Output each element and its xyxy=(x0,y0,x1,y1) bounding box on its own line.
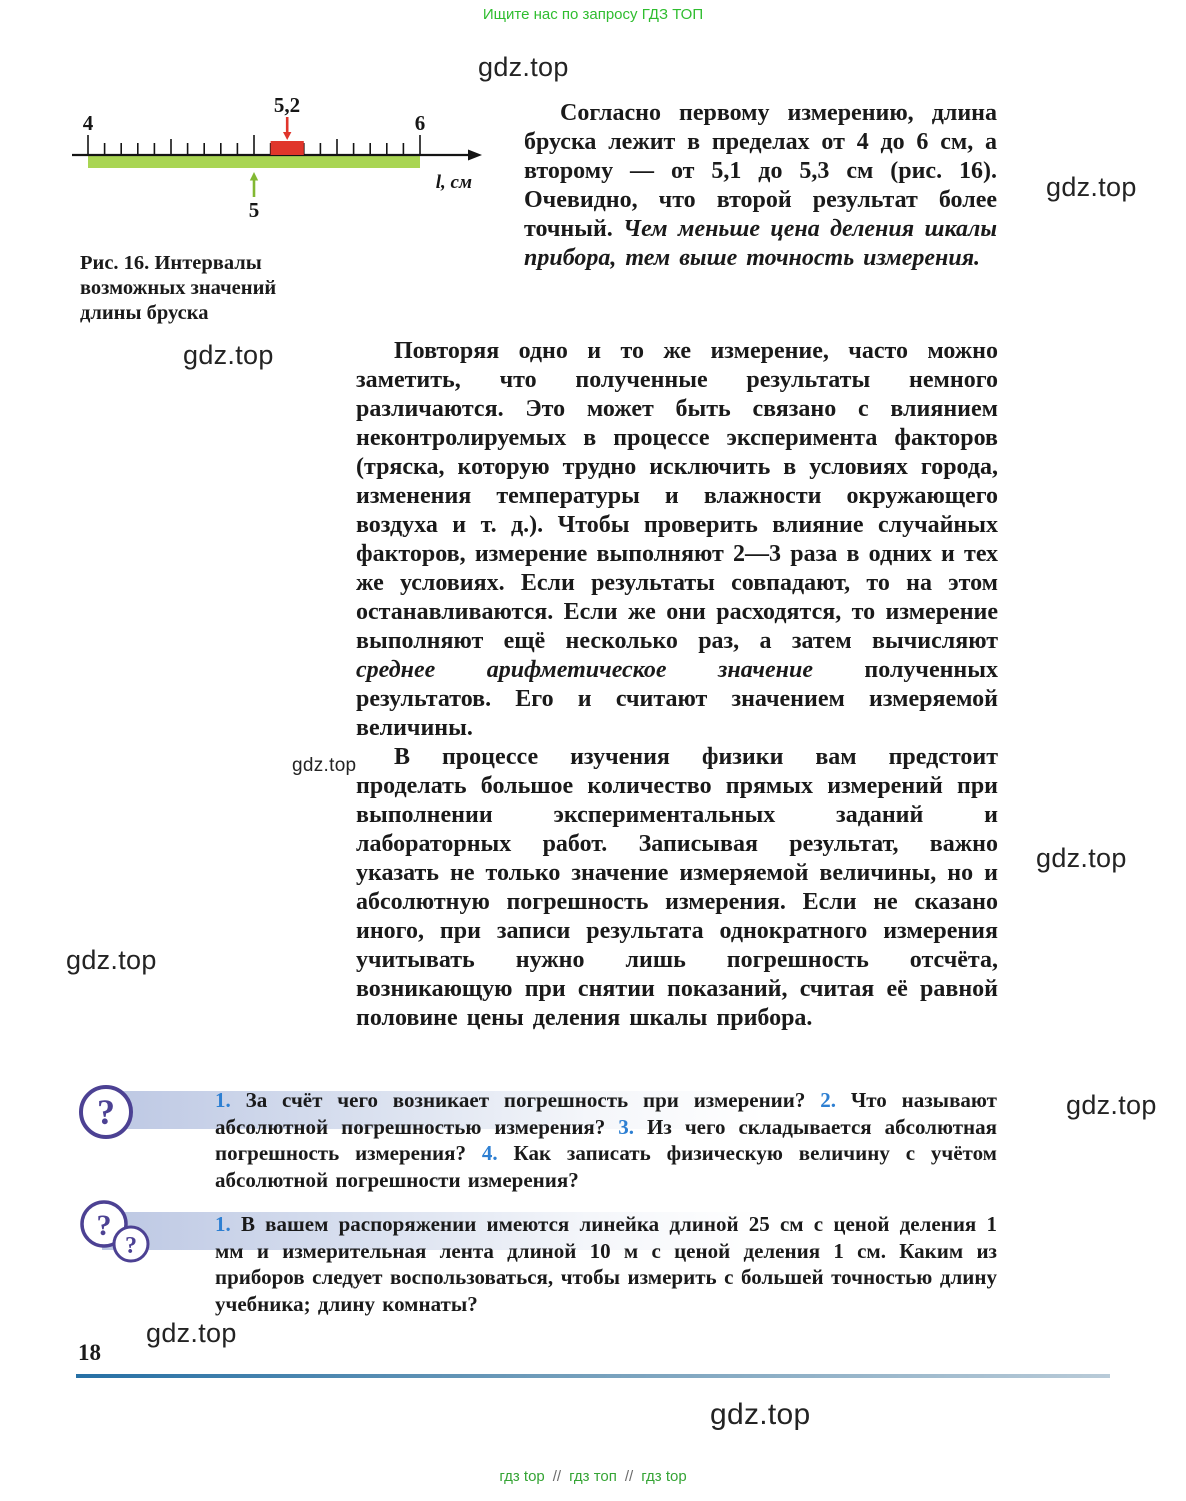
page-number: 18 xyxy=(78,1340,101,1365)
promo-banner: Ищите нас по запросу ГДЗ ТОП xyxy=(482,6,704,23)
footer-link[interactable]: гдз топ xyxy=(569,1468,617,1485)
footer-separator: // xyxy=(624,1468,634,1485)
footer-link[interactable]: гдз top xyxy=(641,1468,687,1485)
interval-marker xyxy=(271,141,304,155)
watermark: gdz.top xyxy=(1066,1090,1157,1120)
exercise-number: 1. xyxy=(215,1212,231,1236)
question-text: Как записать физическую величину с учётом абсолютной погрешности измерения? xyxy=(215,1141,997,1192)
question-icon xyxy=(76,1082,138,1149)
paragraph-intro xyxy=(524,99,997,273)
figure-ruler xyxy=(68,93,483,233)
paragraph-repeat-part2: полученных результатов. Его и считают значением измеряемой величины. xyxy=(356,657,998,741)
question-number: 1. xyxy=(215,1088,231,1112)
paragraph-repeat-measurement xyxy=(356,337,998,743)
question-text: Что называют абсолютной погрешностью измерения? xyxy=(215,1088,998,1139)
questions-block xyxy=(76,1084,998,1202)
question-number: 2. xyxy=(820,1088,836,1112)
label-4: 4 xyxy=(82,111,94,135)
paragraph-process xyxy=(356,743,998,1033)
watermark: gdz.top xyxy=(1036,843,1127,873)
watermark: gdz.top xyxy=(183,340,274,370)
page-rule xyxy=(76,1374,1110,1378)
double-question-icon xyxy=(76,1198,158,1273)
watermark: gdz.top xyxy=(478,52,569,82)
questions-text xyxy=(215,1087,997,1193)
question-number: 3. xyxy=(618,1114,635,1139)
watermark: gdz.top xyxy=(710,1398,811,1431)
paragraph-repeat-part1: Повторяя одно и то же измерение, часто можно заметить, что полученные результаты немного различаются. Это может быть связано с влиянием неконтролируемых в процессе эксперимента факторов (тряска, которую трудно исключить в условиях города, изменения температуры и влажности окружающего воздуха и т. д.). Чтобы проверить влияние случайных факторов, измерение выполняют 2—3 раза в одних и тех же условиях. Если результаты совпадают, то на этом останавливаются. Если же они расходятся, то измерение выполняют ещё несколько раз, а затем вычисляют xyxy=(356,338,998,654)
axis-arrowhead xyxy=(468,150,482,161)
exercises-text xyxy=(215,1211,997,1317)
question-text: Из чего складывается абсолютная погрешность измерения? xyxy=(215,1114,997,1165)
figure-caption-text: Интервалы возможных значений длины бруска xyxy=(80,252,277,324)
marker-arrowhead xyxy=(283,132,291,140)
label-5-2: 5,2 xyxy=(273,93,301,117)
label-5: 5 xyxy=(248,198,260,222)
question-mark-glyph: ? xyxy=(125,1233,137,1259)
measure-band xyxy=(88,156,420,168)
paragraph-intro-text: Согласно первому измерению, длина бруска лежит в пределах от 4 до 6 см, а второму — от 5,1 до 5,3 см (рис. 16). Очевидно, что второй результат более точный. xyxy=(524,100,997,242)
exercises-block xyxy=(76,1198,998,1316)
question-mark-glyph: ? xyxy=(97,1092,115,1132)
axis-label: l, см xyxy=(435,172,472,193)
green-arrowhead xyxy=(250,172,258,181)
figure-caption xyxy=(80,251,325,326)
footer-links xyxy=(0,1468,1186,1485)
body-text xyxy=(356,337,998,1033)
label-6: 6 xyxy=(414,111,426,135)
paragraph-intro-italic: Чем меньше цена деления шкалы прибора, тем выше точность измерения. xyxy=(524,216,998,271)
figure-caption-label: Рис. 16. xyxy=(80,252,150,274)
paragraph-process-text: В процессе изучения физики вам предстоит проделать большое количество прямых измерений при выполнении экспериментальных заданий и лабораторных работ. Записывая результат, важно указать не только значение измеряемой величины, но и абсолютную погрешность измерения. Если не сказано иного, при записи результата однократного измерения учитывать нужно лишь погрешность отсчёта, возникающую при снятии показаний, считая её равной половине цены деления шкалы прибора. xyxy=(356,744,998,1031)
ruler-diagram xyxy=(68,93,483,228)
watermark: gdz.top xyxy=(146,1318,237,1348)
paragraph-repeat-italic: среднее арифметическое значение xyxy=(356,657,813,683)
watermark: gdz.top xyxy=(292,755,357,776)
watermark: gdz.top xyxy=(66,945,157,975)
ruler-ticks xyxy=(88,135,420,155)
question-text: За счёт чего возникает погрешность при измерении? xyxy=(230,1088,821,1112)
watermark: gdz.top xyxy=(1046,172,1137,202)
footer-link[interactable]: гдз top xyxy=(499,1468,545,1485)
exercise-text: В вашем распоряжении имеются линейка длиной 25 см с ценой деления 1 мм и измерительная лента длиной 10 м с ценой деления 1 см. Каким из приборов следует воспользоваться, чтобы измерить с большей точностью длину учебника; длину комнаты? xyxy=(215,1212,997,1316)
question-number: 4. xyxy=(481,1141,498,1165)
question-mark-glyph: ? xyxy=(96,1209,112,1242)
footer-separator: // xyxy=(552,1468,562,1485)
